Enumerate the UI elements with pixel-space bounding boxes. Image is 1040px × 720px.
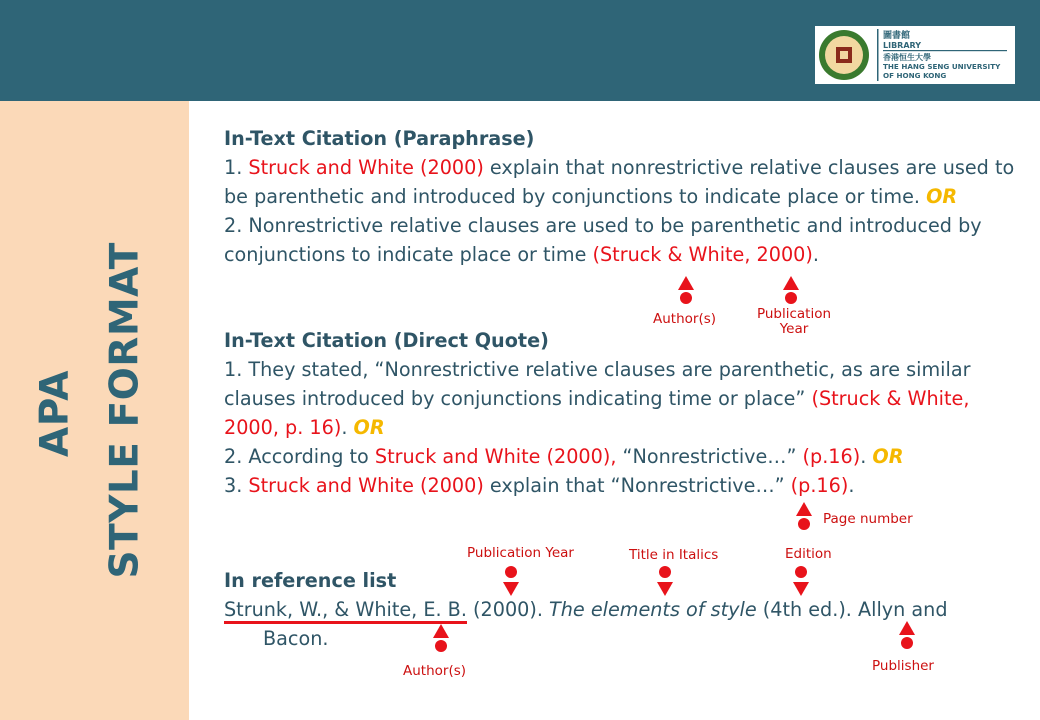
label-pubyear-s3: Publication Year: [467, 545, 574, 561]
citation-year: (2000): [413, 474, 484, 497]
or-label: OR: [926, 185, 958, 208]
logo-en-top: LIBRARY: [883, 41, 922, 50]
paraphrase-item-2: [224, 211, 1024, 269]
logo-en-name-2: OF HONG KONG: [883, 71, 947, 80]
quote-item-2: [224, 442, 1024, 471]
item-number: 1.: [224, 156, 249, 179]
quote-text: “Nonrestrictive…”: [616, 445, 803, 468]
citation-author: Struck and White: [248, 474, 414, 497]
citation-year: (2000),: [540, 445, 617, 468]
label-author-s1: Author(s): [653, 311, 717, 327]
publisher-marker-up: [899, 621, 915, 655]
citation-page: (p.16): [802, 445, 861, 468]
label-title-italics: Title in Italics: [629, 547, 719, 563]
section-heading-reference: In reference list: [224, 569, 397, 592]
quote-text: explain that “Nonrestrictive…”: [483, 474, 791, 497]
reference-title: The elements of style: [549, 598, 757, 621]
item-end: .: [860, 445, 873, 468]
label-author-s3: Author(s): [403, 663, 467, 679]
item-number: 3.: [224, 474, 249, 497]
section-heading-paraphrase: In-Text Citation (Paraphrase): [224, 127, 535, 150]
item-text: 2. Nonrestrictive relative clauses are used to be parenthetic and introduced by conjunctions to indicate place or time: [224, 214, 982, 266]
item-text: 1. They stated, “Nonrestrictive relative clauses are parenthetic, as are similar clauses introduced by conjunctions indicating time or place”: [224, 358, 971, 410]
logo-zh-top: 圖書館: [883, 31, 911, 41]
sidebar-title: [0, 101, 189, 720]
citation-year: (2000): [413, 156, 484, 179]
reference-entry-line2: Bacon.: [263, 627, 329, 650]
logo-graphic: [815, 26, 1015, 84]
item-end: .: [848, 474, 855, 497]
citation-author: Struck and White: [248, 156, 414, 179]
author-underline: [224, 621, 467, 624]
quote-item-1: [224, 355, 1024, 442]
label-page-number: Page number: [823, 511, 913, 527]
citation-parenthetical: (Struck & White, 2000): [592, 243, 813, 266]
pubyear-marker-up: [783, 276, 799, 310]
citation-parenthetical: (Struck & White, 2000, p. 16): [224, 387, 970, 439]
reference-authors: Strunk, W., & White, E. B.: [224, 598, 467, 621]
reference-rest: (4th ed.). Allyn and: [756, 598, 948, 621]
reference-entry: [224, 595, 1024, 624]
item-end: .: [812, 243, 819, 266]
quote-item-3: [224, 471, 1024, 500]
author-marker-up-s3: [433, 624, 449, 658]
paraphrase-item-1: [224, 153, 1024, 211]
sidebar-title-line1: APA: [32, 370, 78, 457]
reference-year: (2000).: [466, 598, 550, 621]
citation-page: (p.16): [790, 474, 849, 497]
section-direct-quote: [224, 326, 1024, 500]
logo-zh-name: 香港恒生大學: [883, 53, 931, 62]
author-marker-up: [678, 276, 694, 310]
item-text: explain that nonrestrictive relative clauses are used to be parenthetic and introduced by conjunctions to indicate place or time.: [224, 156, 1015, 208]
or-label: OR: [353, 416, 385, 439]
sidebar-title-line2: STYLE FORMAT: [102, 242, 148, 579]
label-publisher: Publisher: [872, 658, 934, 674]
university-library-logo: [815, 26, 1015, 84]
page-number-marker-up: [796, 502, 812, 536]
label-pubyear-s1: Publication Year: [756, 306, 832, 337]
section-paraphrase: [224, 124, 1024, 269]
citation-author: Struck and White: [374, 445, 541, 468]
or-label: OR: [872, 445, 904, 468]
section-heading-direct-quote: In-Text Citation (Direct Quote): [224, 329, 549, 352]
item-end: .: [341, 416, 354, 439]
logo-en-name-1: THE HANG SENG UNIVERSITY: [883, 62, 1001, 71]
item-text: 2. According to: [224, 445, 375, 468]
label-edition: Edition: [785, 546, 832, 562]
